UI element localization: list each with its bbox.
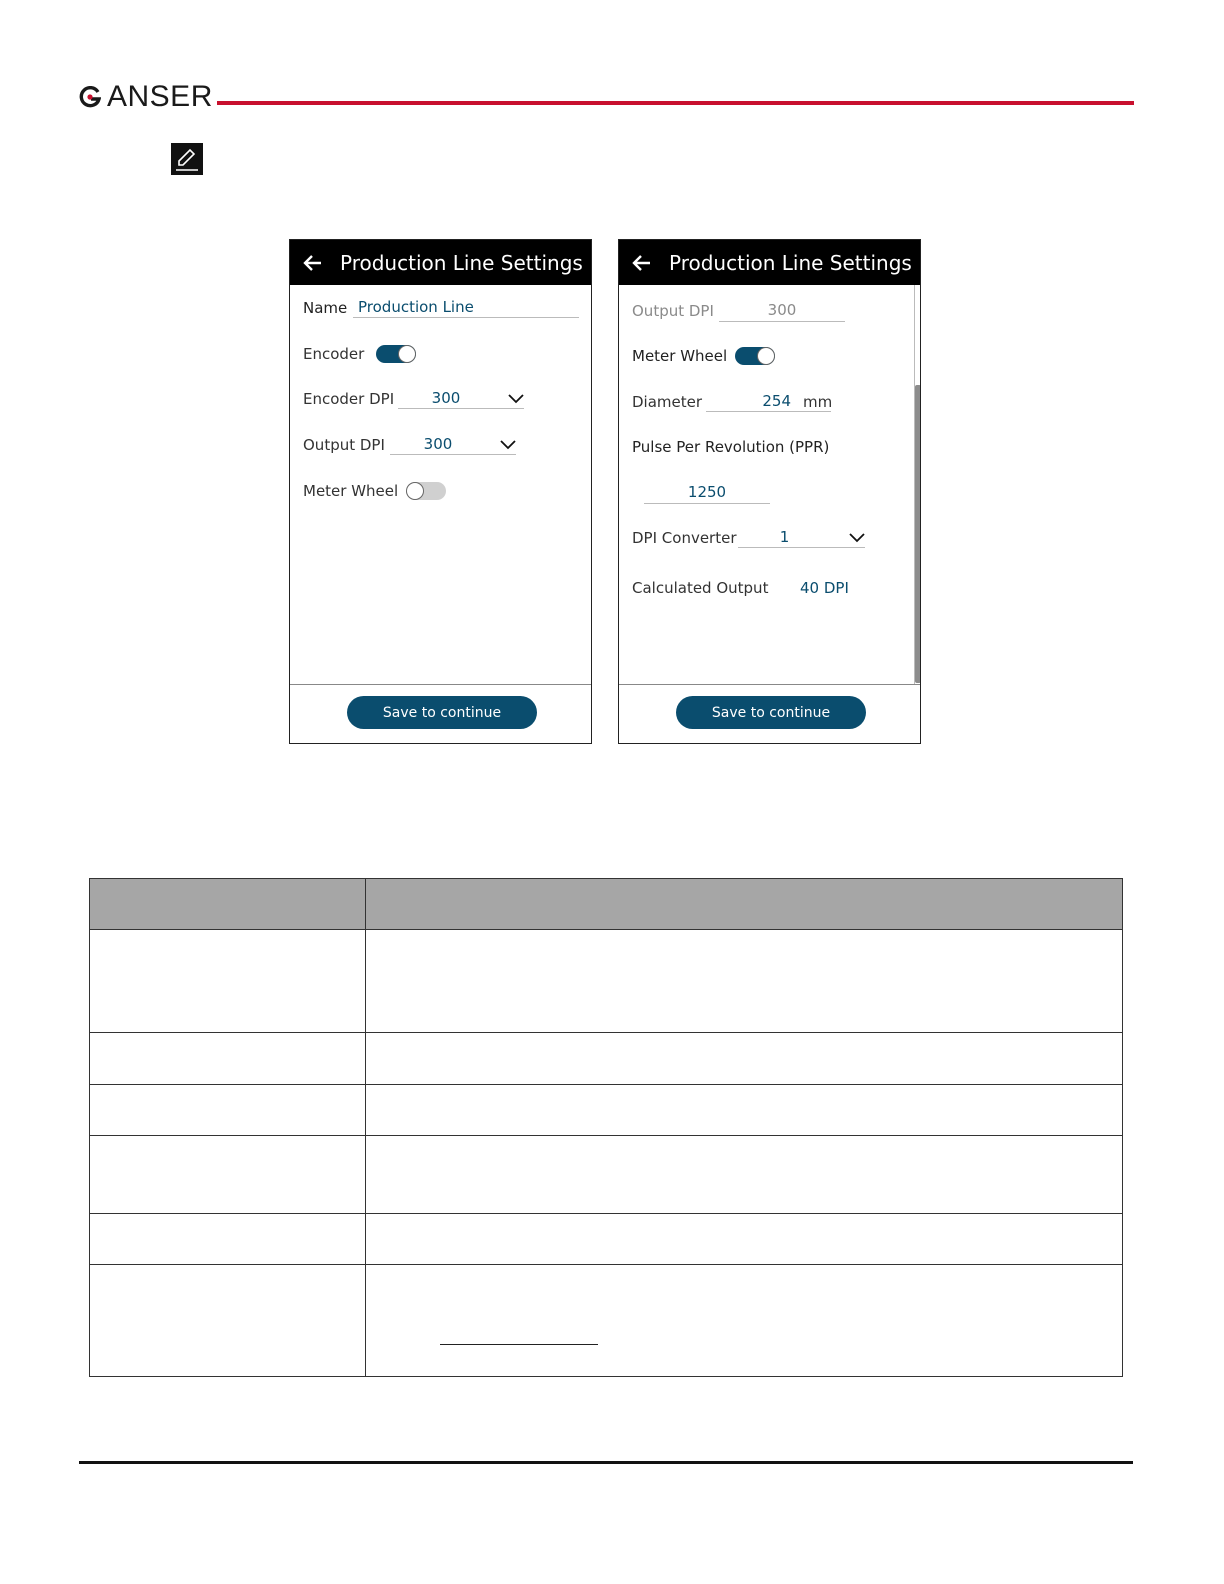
table-row bbox=[90, 1136, 1123, 1214]
link-underline bbox=[440, 1344, 598, 1345]
chevron-down-icon[interactable] bbox=[508, 394, 524, 404]
output-dpi-label: Output DPI bbox=[632, 302, 714, 320]
settings-screen-meter-wheel bbox=[618, 239, 921, 744]
save-button[interactable]: Save to continue bbox=[347, 696, 537, 729]
table-cell bbox=[90, 1265, 366, 1377]
edit-note-icon bbox=[171, 143, 203, 175]
table-cell bbox=[90, 1033, 366, 1085]
screen-header bbox=[290, 240, 591, 285]
output-dpi-label: Output DPI bbox=[303, 436, 385, 454]
encoder-label: Encoder bbox=[303, 345, 365, 363]
settings-description-table bbox=[89, 878, 1123, 1377]
settings-screen-encoder bbox=[289, 239, 592, 744]
screen-header bbox=[619, 240, 920, 285]
diameter-label: Diameter bbox=[632, 393, 703, 411]
dpi-converter-select[interactable]: 1 bbox=[738, 526, 865, 548]
calculated-output-value: 40 DPI bbox=[800, 579, 849, 597]
dpi-converter-label: DPI Converter bbox=[632, 529, 737, 547]
header-rule bbox=[217, 101, 1134, 105]
table-cell bbox=[90, 1085, 366, 1136]
table-cell bbox=[366, 1033, 1123, 1085]
chevron-down-icon[interactable] bbox=[849, 533, 865, 543]
table-header-cell bbox=[366, 879, 1123, 930]
meter-wheel-label: Meter Wheel bbox=[303, 482, 399, 500]
table-cell bbox=[90, 1214, 366, 1265]
screen-footer bbox=[619, 684, 920, 743]
encoder-toggle[interactable] bbox=[376, 345, 416, 363]
meter-wheel-toggle[interactable] bbox=[406, 482, 446, 500]
scrollbar-thumb[interactable] bbox=[915, 385, 921, 683]
meter-wheel-toggle[interactable] bbox=[735, 347, 775, 365]
screen-title: Production Line Settings bbox=[340, 250, 583, 275]
anser-logo-icon bbox=[79, 86, 101, 108]
table-cell bbox=[366, 1214, 1123, 1265]
table-row bbox=[90, 1033, 1123, 1085]
table-row bbox=[90, 1214, 1123, 1265]
brand-logo bbox=[79, 80, 213, 114]
table-cell bbox=[366, 1136, 1123, 1214]
table-cell bbox=[366, 1085, 1123, 1136]
back-arrow-icon[interactable] bbox=[631, 252, 653, 274]
encoder-dpi-select[interactable]: 300 bbox=[398, 387, 524, 409]
output-dpi-input: 300 bbox=[719, 299, 845, 322]
footer-rule bbox=[79, 1461, 1133, 1464]
ppr-input[interactable]: 1250 bbox=[644, 481, 770, 504]
save-button[interactable]: Save to continue bbox=[676, 696, 866, 729]
name-label: Name bbox=[303, 299, 348, 317]
diameter-input[interactable]: 254 bbox=[706, 390, 831, 412]
back-arrow-icon[interactable] bbox=[302, 252, 324, 274]
output-dpi-select[interactable]: 300 bbox=[390, 433, 516, 455]
encoder-dpi-label: Encoder DPI bbox=[303, 390, 395, 408]
table-header-cell bbox=[90, 879, 366, 930]
name-input[interactable]: Production Line bbox=[353, 296, 579, 318]
screen-footer bbox=[290, 684, 591, 743]
table-cell bbox=[366, 1265, 1123, 1377]
table-cell bbox=[90, 1136, 366, 1214]
table-cell bbox=[366, 930, 1123, 1033]
table-row bbox=[90, 930, 1123, 1033]
table-row bbox=[90, 1085, 1123, 1136]
meter-wheel-label: Meter Wheel bbox=[632, 347, 728, 365]
table-row bbox=[90, 1265, 1123, 1377]
diameter-unit: mm bbox=[803, 393, 833, 411]
brand-name: ANSER bbox=[107, 80, 213, 113]
calculated-output-label: Calculated Output bbox=[632, 579, 769, 597]
screen-title: Production Line Settings bbox=[669, 250, 912, 275]
ppr-label: Pulse Per Revolution (PPR) bbox=[632, 438, 830, 456]
table-cell bbox=[90, 930, 366, 1033]
table-header-row bbox=[90, 879, 1123, 930]
chevron-down-icon[interactable] bbox=[500, 440, 516, 450]
